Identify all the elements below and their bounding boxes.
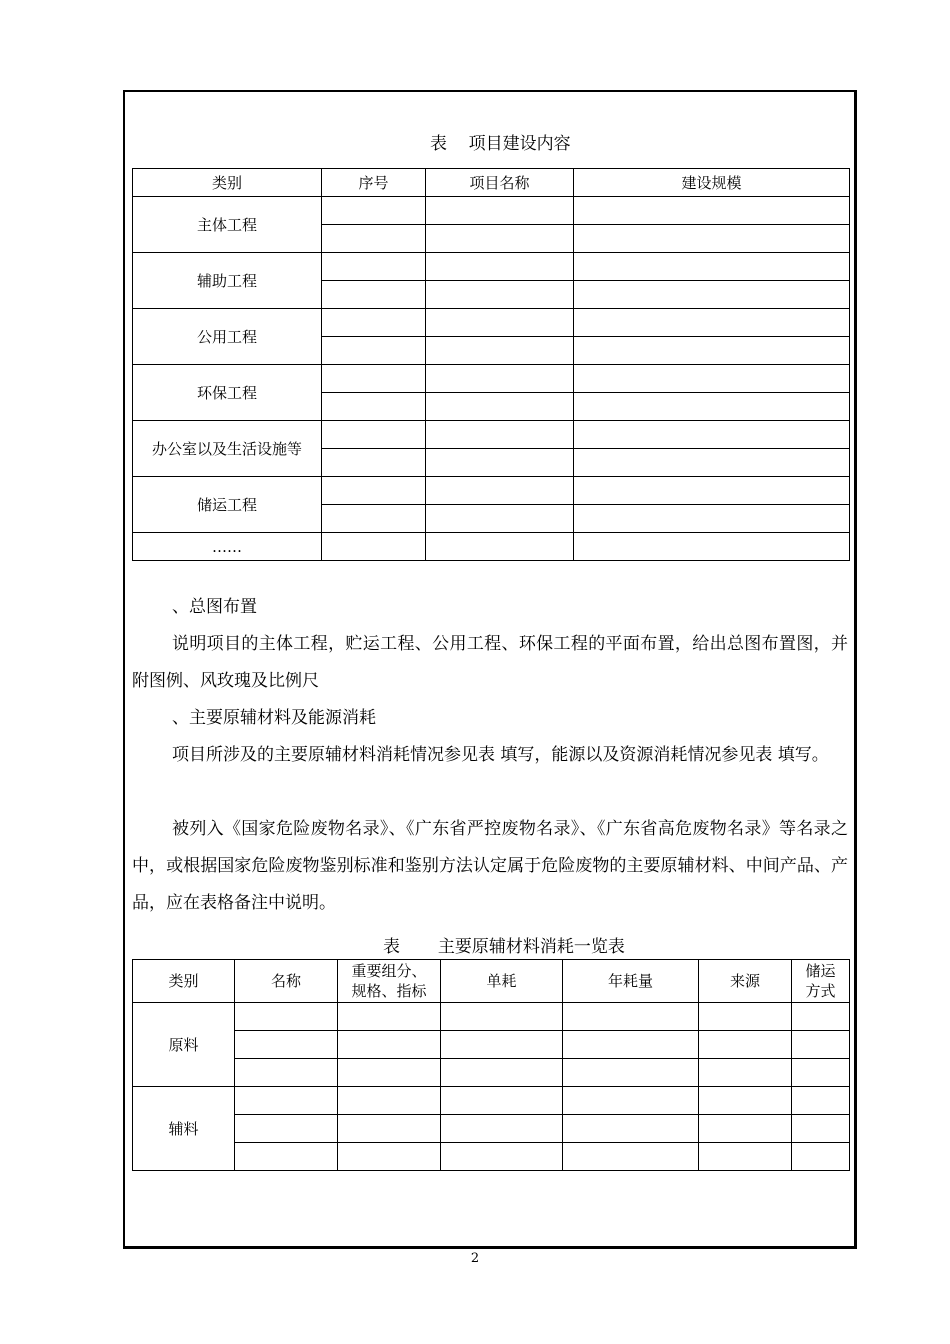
table-cell <box>792 1031 850 1059</box>
table-cell <box>235 1087 338 1115</box>
table-cell <box>426 197 574 225</box>
table-cell <box>426 365 574 393</box>
table-cell <box>441 1087 563 1115</box>
table-cell <box>441 1003 563 1031</box>
table-cell <box>699 1143 792 1171</box>
table-cell <box>338 1031 441 1059</box>
table-cell <box>235 1059 338 1087</box>
table1-caption: 表 项目建设内容 <box>430 134 571 154</box>
table-cell <box>699 1115 792 1143</box>
table-cell <box>235 1003 338 1031</box>
raw-materials-table <box>132 959 850 1171</box>
header-serial: 序号 <box>322 169 426 197</box>
table-cell <box>441 1059 563 1087</box>
category-cell: 环保工程 <box>133 365 322 421</box>
header-unit-consumption: 单耗 <box>441 960 563 1003</box>
header-category: 类别 <box>133 169 322 197</box>
table-header-row <box>133 169 850 197</box>
project-content-table <box>132 168 850 561</box>
table-cell <box>322 505 426 533</box>
table-cell <box>322 197 426 225</box>
table-row <box>133 1115 850 1143</box>
table-cell <box>322 477 426 505</box>
table-row <box>133 1031 850 1059</box>
table-cell <box>322 337 426 365</box>
table-cell <box>322 449 426 477</box>
table-cell <box>426 281 574 309</box>
table-row <box>133 365 850 393</box>
table-header-row <box>133 960 850 1003</box>
table-cell <box>699 1087 792 1115</box>
table-cell <box>563 1059 699 1087</box>
table-cell <box>574 225 850 253</box>
table-cell <box>574 449 850 477</box>
table-cell <box>574 393 850 421</box>
table-cell <box>441 1115 563 1143</box>
table-cell <box>426 421 574 449</box>
table-cell <box>574 337 850 365</box>
category-cell: 辅助工程 <box>133 253 322 309</box>
category-cell: 主体工程 <box>133 197 322 253</box>
header-category: 类别 <box>133 960 235 1003</box>
section-body-materials-2: 被列入《国家危险废物名录》、《广东省严控废物名录》、《广东省高危废物名录》等名录之中，或根据国家危险废物鉴别标准和鉴别方法认定属于危险废物的主要原辅材料、中间产品、产品，应在表格备注中说明。 <box>132 819 848 913</box>
table-row <box>133 309 850 337</box>
table-cell <box>235 1115 338 1143</box>
table-cell <box>574 505 850 533</box>
table-cell <box>792 1115 850 1143</box>
table-cell <box>574 533 850 561</box>
category-cell: 辅料 <box>133 1087 235 1171</box>
header-specification: 重要组分、规格、指标 <box>338 960 441 1003</box>
table-cell <box>574 281 850 309</box>
table-cell <box>338 1059 441 1087</box>
table-cell <box>426 477 574 505</box>
table-cell <box>322 225 426 253</box>
table-cell <box>792 1087 850 1115</box>
category-cell: 公用工程 <box>133 309 322 365</box>
table-row <box>133 533 850 561</box>
page-number: 2 <box>470 1251 480 1266</box>
table-cell <box>426 505 574 533</box>
table-cell <box>574 477 850 505</box>
header-annual-consumption: 年耗量 <box>563 960 699 1003</box>
table-cell <box>574 421 850 449</box>
header-project-name: 项目名称 <box>426 169 574 197</box>
table-cell <box>699 1003 792 1031</box>
table-row <box>133 1003 850 1031</box>
table-row <box>133 1087 850 1115</box>
category-cell: 原料 <box>133 1003 235 1087</box>
table-cell <box>322 365 426 393</box>
table-cell <box>441 1031 563 1059</box>
table-cell <box>563 1003 699 1031</box>
table-cell <box>699 1031 792 1059</box>
table-row <box>133 1143 850 1171</box>
table-row <box>133 421 850 449</box>
table-cell <box>322 309 426 337</box>
table-cell <box>235 1031 338 1059</box>
table-cell <box>426 309 574 337</box>
section-heading-layout: 、总图布置 <box>172 597 257 617</box>
table-cell <box>338 1087 441 1115</box>
table-cell <box>322 253 426 281</box>
table-cell <box>322 281 426 309</box>
table-cell <box>235 1143 338 1171</box>
section-body-materials-1: 项目所涉及的主要原辅材料消耗情况参见表 填写，能源以及资源消耗情况参见表 填写。 <box>172 745 829 765</box>
table-cell <box>792 1143 850 1171</box>
table-cell <box>338 1003 441 1031</box>
header-scale: 建设规模 <box>574 169 850 197</box>
table-row <box>133 1059 850 1087</box>
table-cell <box>574 253 850 281</box>
table-cell <box>426 449 574 477</box>
category-cell: 储运工程 <box>133 477 322 533</box>
header-name: 名称 <box>235 960 338 1003</box>
table-cell <box>792 1003 850 1031</box>
table-cell <box>792 1059 850 1087</box>
header-source: 来源 <box>699 960 792 1003</box>
table2-caption: 表 主要原辅材料消耗一览表 <box>383 937 625 957</box>
table-cell <box>441 1143 563 1171</box>
table-cell <box>322 421 426 449</box>
table-cell <box>563 1031 699 1059</box>
table-row <box>133 477 850 505</box>
table-cell <box>426 253 574 281</box>
table-cell <box>426 337 574 365</box>
table-row <box>133 253 850 281</box>
table-cell <box>426 533 574 561</box>
table-cell <box>563 1143 699 1171</box>
table-cell <box>338 1143 441 1171</box>
table-cell <box>426 225 574 253</box>
section-heading-materials: 、主要原辅材料及能源消耗 <box>172 708 376 728</box>
table-cell <box>322 533 426 561</box>
table-cell <box>322 393 426 421</box>
category-cell: 办公室以及生活设施等 <box>133 421 322 477</box>
table-cell <box>426 393 574 421</box>
table-cell <box>563 1115 699 1143</box>
table-cell <box>574 197 850 225</box>
table-cell <box>574 309 850 337</box>
header-storage-transport: 储运方式 <box>792 960 850 1003</box>
section-body-layout: 说明项目的主体工程，贮运工程、公用工程、环保工程的平面布置，给出总图布置图，并附图例、风玫瑰及比例尺 <box>132 634 848 691</box>
table-cell <box>563 1087 699 1115</box>
table-cell <box>338 1115 441 1143</box>
ellipsis-cell: …… <box>133 533 322 561</box>
table-cell <box>699 1059 792 1087</box>
table-row <box>133 197 850 225</box>
table-cell <box>574 365 850 393</box>
